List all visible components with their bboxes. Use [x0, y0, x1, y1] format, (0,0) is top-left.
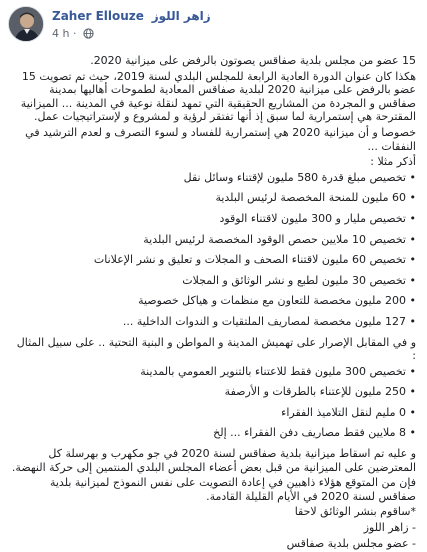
list-item-text: تخصيص 300 مليون فقط للاعتناء بالتنوير العمومي بالمدينة	[140, 364, 406, 378]
list-item	[10, 212, 416, 226]
bullet: •	[409, 232, 416, 246]
list-item-text: 8 ملايين فقط مصاريف دفن الفقراء ... إلخ	[213, 426, 406, 440]
neglect-list	[10, 365, 416, 440]
list-item-text: تخصيص 10 ملايين حصص الوقود المخصصة لرئيس البلدية	[143, 232, 406, 246]
bullet: •	[409, 364, 416, 378]
list-item	[10, 294, 416, 308]
list-item	[10, 315, 416, 329]
post-paragraph: و عليه تم اسقاط ميزانية بلدية صفاقس لسنة 2020 في جو مكهرب و بهرسلة كل المعترضين على الميزانية من قبل بعض أعضاء المجلس البلدي المنتمين إلى حركة النهضة.	[11, 447, 416, 474]
list-item-text: 60 مليون للمنحة المخصصة لرئيس البلدية	[215, 191, 406, 205]
author-line	[52, 9, 211, 23]
list-item	[10, 385, 416, 399]
list-item	[10, 426, 416, 440]
author-name-arabic[interactable]: زاهر اللوز	[151, 9, 211, 23]
bullet: •	[409, 191, 416, 205]
list-item	[10, 171, 416, 185]
post-paragraph: فإن من المتوقع هؤلاء ذاهبين في إعادة التصويت على نفس النموذج لميزانية بلدية صفاقس لسنة 2020 في الأيام القليلة القادمة.	[49, 476, 416, 503]
list-item	[10, 191, 416, 205]
author-avatar[interactable]	[8, 6, 44, 42]
bullet: •	[409, 211, 416, 225]
bullet: •	[409, 385, 416, 399]
bullet: •	[409, 426, 416, 440]
list-item-text: تخصيص مبلغ قدرة 580 مليون لإقتناء وسائل نقل	[183, 170, 406, 184]
list-item-text: 250 مليون للإعتناء بالطرقات و الأرصفة	[224, 385, 406, 399]
list-item	[10, 233, 416, 247]
signature-title: - عضو مجلس بلدية صفاقس	[286, 536, 416, 550]
bullet: •	[409, 314, 416, 328]
post-meta	[52, 27, 94, 40]
list-item-text: 0 مليم لنقل التلاميذ الفقراء	[281, 405, 406, 419]
profile-photo-icon	[9, 7, 44, 42]
list-item-text: 127 مليون مخصصة لمصاريف الملتقيات و الندوات الداخلية ...	[122, 314, 406, 328]
post-paragraph: أذكر مثلا :	[370, 155, 416, 169]
post-paragraph: هكذا كان عنوان الدورة العادية الرابعة للمجلس البلدي لسنة 2019، حيث تم تصويت 15 عضو بالرفض على ميزانية 2020 لبلدية صفاقس المعادية لطموحات أهاليها بمدينة صفاقس و المجردة من المشاريع الحقيقية التي تمهد لنقلة نوعية في المدينة ... الميزانية المقترحة هي إستمرارية لما سبق إذ أنها تفتقر لرؤية و لمشروع و لإستراتيجيات عمل.	[20, 69, 416, 124]
post-header	[8, 6, 419, 46]
bullet: •	[409, 273, 416, 287]
post-paragraph: و في المقابل الإصرار على تهميش المدينة و المواطن و البنية التحتية .. على سبيل المثال :	[16, 335, 416, 363]
list-item	[10, 365, 416, 379]
post-note: *ساقوم بنشر الوثائق لاحقا	[294, 505, 416, 519]
bullet: •	[409, 253, 416, 267]
globe-icon[interactable]	[83, 28, 94, 39]
post-time[interactable]: 4 h	[52, 27, 70, 40]
signature-name: - زاهر اللوز	[363, 521, 416, 535]
list-item	[10, 274, 416, 288]
list-item	[10, 253, 416, 267]
separator-dot: ·	[72, 27, 77, 40]
post-headline: 15 عضو من مجلس بلدية صفاقس يصوتون بالرفض على ميزانية 2020.	[90, 54, 416, 67]
post-paragraph: خصوصا و أن ميزانية 2020 هي إستمرارية للفساد و لسوء التصرف و لعدم الترشيد في النفقات ...	[25, 125, 416, 153]
post-body	[10, 54, 416, 552]
bullet: •	[409, 294, 416, 308]
list-item-text: تخصيص 60 مليون لاقتناء الصحف و المجلات و تعليق و نشر الإعلانات	[93, 253, 406, 267]
spending-list	[10, 171, 416, 329]
list-item-text: تخصيص 30 مليون لطبع و نشر الوثائق و المجلات	[182, 273, 406, 287]
author-name[interactable]: Zaher Ellouze	[52, 9, 144, 23]
list-item-text: 200 مليون مخصصة للتعاون مع منظمات و هياكل خصوصية	[138, 294, 406, 308]
list-item	[10, 406, 416, 420]
bullet: •	[409, 405, 416, 419]
bullet: •	[409, 170, 416, 184]
list-item-text: تخصيص مليار و 300 مليون لاقتناء الوقود	[219, 211, 406, 225]
